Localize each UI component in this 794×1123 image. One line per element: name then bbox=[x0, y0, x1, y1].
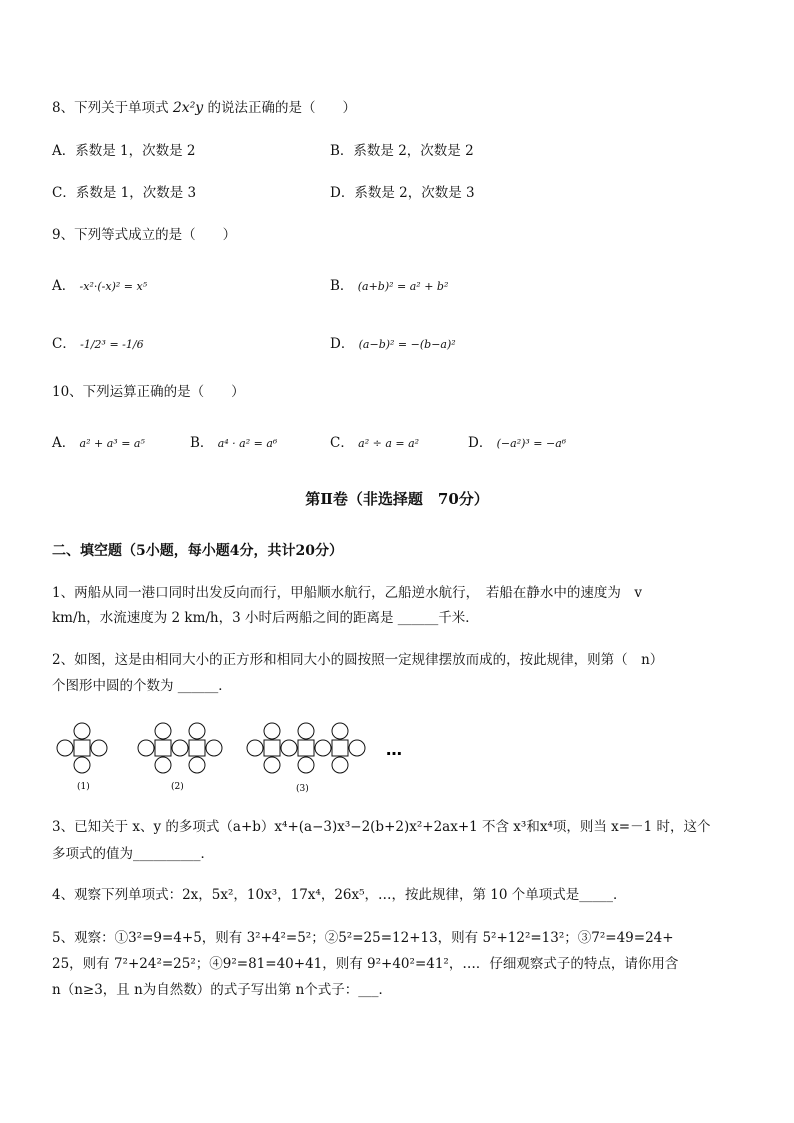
q8-option-d: D．系数是 2，次数是 3 bbox=[330, 185, 475, 201]
q9-option-c-expr: -1/2³ = -1/6 bbox=[80, 338, 144, 351]
q9-option-a-label: A． bbox=[52, 278, 76, 294]
q10-option-a-expr: a² + a³ = a⁵ bbox=[79, 437, 145, 450]
q9-option-c-label: C． bbox=[52, 336, 76, 352]
pattern-figure bbox=[50, 720, 420, 795]
q10-option-c-label: C． bbox=[330, 435, 354, 451]
q8-stem bbox=[52, 98, 356, 118]
section-title: 第Ⅱ卷（非选择题 70分） bbox=[305, 490, 489, 508]
q9-option-c bbox=[52, 334, 144, 355]
q9-option-d bbox=[330, 334, 456, 355]
q10-option-a bbox=[52, 433, 145, 454]
fill-q3-line2: 多项式的值为__________． bbox=[52, 846, 214, 862]
fill-q5-line1: 5、观察：①3²=9=4+5，则有 3²+4²=5²；②5²=25=12+13，则有 5²+12²=13²；③7²=49=24+ bbox=[52, 930, 674, 946]
q9-option-b-label: B． bbox=[330, 278, 354, 294]
q8-option-c: C．系数是 1，次数是 3 bbox=[52, 185, 197, 201]
q8-expression: 2x²y bbox=[172, 100, 204, 116]
q10-stem: 10、下列运算正确的是（ ） bbox=[52, 384, 245, 400]
q10-option-d bbox=[468, 433, 566, 454]
figure-2 bbox=[138, 723, 222, 773]
part-title: 二、填空题（5小题，每小题4分，共计20分） bbox=[52, 543, 343, 559]
q8-stem-prefix: 8、下列关于单项式 bbox=[52, 100, 169, 116]
q10-option-c bbox=[330, 433, 419, 454]
q9-option-d-expr: (a−b)² = −(b−a)² bbox=[358, 338, 456, 351]
q8-option-b: B．系数是 2，次数是 2 bbox=[330, 143, 474, 159]
q10-option-b-label: B． bbox=[190, 435, 214, 451]
q10-option-b bbox=[190, 433, 277, 454]
q10-option-c-expr: a² ÷ a = a² bbox=[358, 437, 420, 450]
figure-1 bbox=[57, 723, 107, 773]
fill-q2-line1: 2、如图，这是由相同大小的正方形和相同大小的圆按照一定规律摆放而成的，按此规律，则第（ n） bbox=[52, 652, 664, 668]
figure-3 bbox=[247, 723, 365, 773]
q9-option-a-expr: -x²·(-x)² = x⁵ bbox=[79, 280, 148, 293]
fill-q2-line2: 个图形中圆的个数为 ______． bbox=[52, 678, 232, 694]
q10-option-d-expr: (−a²)³ = −a⁶ bbox=[496, 437, 567, 450]
fill-q4-line1: 4、观察下列单项式：2x，5x²，10x³，17x⁴，26x⁵，…，按此规律，第 10 个单项式是_____． bbox=[52, 887, 627, 903]
fill-q1-line1: 1、两船从同一港口同时出发反向而行，甲船顺水航行，乙船逆水航行， 若船在静水中的速度为 v bbox=[52, 585, 642, 601]
fill-q5-line3: n（n≥3，且 n为自然数）的式子写出第 n个式子：___． bbox=[52, 982, 393, 998]
fill-q1-line2: km/h，水流速度为 2 km/h，3 小时后两船之间的距离是 ______千米． bbox=[52, 610, 479, 626]
figure-1-label: (1) bbox=[77, 782, 90, 792]
fill-q5-line2: 25，则有 7²+24²=25²；④9²=81=40+41，则有 9²+40²=41²，…．仔细观察式子的特点，请你用含 bbox=[52, 956, 679, 972]
q9-option-b bbox=[330, 276, 448, 297]
q8-option-a: A．系数是 1，次数是 2 bbox=[52, 143, 196, 159]
fill-q3-line1: 3、已知关于 x、y 的多项式（a+b）x⁴+(a−3)x³−2(b+2)x²+2ax+1 不含 x³和x⁴项，则当 x=－1 时，这个 bbox=[52, 819, 711, 835]
q8-stem-suffix: 的说法正确的是（ ） bbox=[207, 100, 357, 116]
q10-option-d-label: D． bbox=[468, 435, 493, 451]
q9-stem: 9、下列等式成立的是（ ） bbox=[52, 227, 237, 243]
figure-ellipsis: … bbox=[386, 740, 402, 759]
figure-2-label: (2) bbox=[171, 782, 184, 792]
q10-option-b-expr: a⁴ · a² = a⁶ bbox=[217, 437, 278, 450]
q10-option-a-label: A． bbox=[52, 435, 76, 451]
q9-option-b-expr: (a+b)² = a² + b² bbox=[357, 280, 449, 293]
q9-option-d-label: D． bbox=[330, 336, 355, 352]
q9-option-a bbox=[52, 276, 147, 297]
figure-3-label: (3) bbox=[296, 784, 309, 794]
